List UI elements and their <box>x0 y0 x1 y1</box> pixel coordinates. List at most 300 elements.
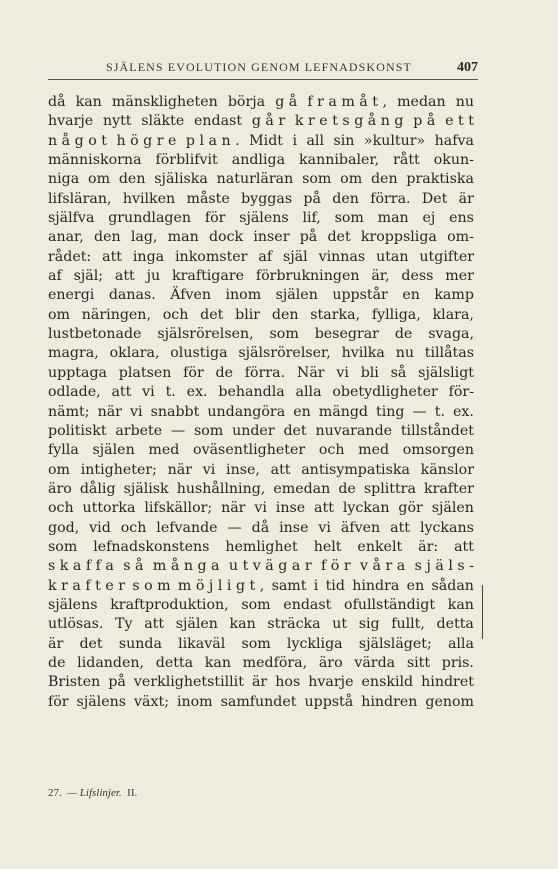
word: och <box>48 500 74 517</box>
word: är <box>251 674 268 691</box>
text-line <box>48 519 474 538</box>
body-text <box>48 93 474 712</box>
word: detta <box>436 616 474 633</box>
word: kan <box>229 616 256 633</box>
word: blir <box>235 306 261 323</box>
word: besegrar <box>314 326 379 343</box>
word: lifsläran, <box>48 190 112 207</box>
word: som <box>48 538 78 555</box>
word: vid <box>89 519 111 536</box>
word: kan <box>204 654 231 671</box>
word: själisk <box>123 480 169 497</box>
word: ej <box>422 210 436 227</box>
word: sig <box>358 616 380 633</box>
word: kan <box>75 94 102 110</box>
word: som <box>241 635 271 652</box>
word: splittra <box>363 480 416 497</box>
word: tid <box>325 577 345 594</box>
word: lyckan <box>342 500 390 517</box>
word: när <box>97 403 122 420</box>
word: k r e t s g å n g <box>294 113 404 130</box>
word: dess <box>401 268 434 285</box>
word: tillåtas <box>424 345 474 362</box>
word: Äfven <box>170 287 212 304</box>
word: själens <box>239 210 289 227</box>
word: rått <box>393 152 420 169</box>
signature-number: 27. <box>48 787 62 799</box>
word: dock <box>208 229 244 246</box>
word: inse <box>279 519 309 536</box>
word: känslor <box>420 461 474 478</box>
word: endast <box>283 596 332 613</box>
word: alla <box>295 384 322 401</box>
word: med <box>358 442 390 459</box>
word: af <box>48 268 62 285</box>
word: ofullständigt <box>344 596 436 613</box>
word: utan <box>376 248 409 265</box>
word: danas. <box>108 287 156 304</box>
running-title: SJÄLENS EVOLUTION GENOM LEFNADSKONST <box>106 60 412 74</box>
word: utgifter <box>419 248 474 265</box>
word: praktiska <box>406 171 474 188</box>
word: alla <box>447 635 474 652</box>
word: Midt <box>249 132 283 149</box>
word: äro <box>48 480 72 497</box>
word: själ; <box>73 268 104 285</box>
text-line <box>48 248 474 267</box>
word: själens <box>48 596 98 613</box>
text-line <box>48 441 474 460</box>
word: tillståndet <box>400 422 474 439</box>
word: den <box>94 229 121 246</box>
word: inkomster <box>175 248 248 265</box>
word: under <box>232 422 275 439</box>
word: vi <box>142 384 155 401</box>
word: intigheter; <box>80 461 157 478</box>
word: grundlagen <box>108 210 192 227</box>
word: människorna <box>48 152 142 169</box>
word: f r a m å t , <box>307 94 388 110</box>
word: byggas <box>241 190 293 207</box>
word: att <box>270 461 291 478</box>
word: att <box>390 519 410 536</box>
text-line <box>48 364 474 383</box>
text-line <box>48 403 474 422</box>
word: m ö j l i g t , <box>177 577 265 594</box>
word: När <box>296 364 325 381</box>
word: uppstår <box>332 287 388 304</box>
word: kannibaler, <box>299 152 380 169</box>
word: p l a n . <box>185 132 240 149</box>
word: snabbt <box>150 403 200 420</box>
word: upptaga <box>48 364 108 381</box>
word: att <box>314 500 334 517</box>
word: klara, <box>432 306 474 323</box>
word: den <box>370 171 398 188</box>
word: s o m <box>132 577 171 594</box>
word: de <box>338 480 356 497</box>
word: vi <box>202 461 216 478</box>
word: om <box>48 306 70 323</box>
word: oklara, <box>109 345 160 362</box>
word: nu <box>455 94 474 110</box>
word: utlösas. <box>48 616 104 633</box>
page-number: 407 <box>457 60 478 75</box>
word: de <box>394 326 413 343</box>
word: är <box>458 190 474 207</box>
word: på <box>108 674 126 691</box>
text-line <box>48 151 474 170</box>
word: själfva <box>48 210 95 227</box>
word: släkte <box>141 113 185 130</box>
signature-volume: II. <box>127 787 138 799</box>
word: vi <box>129 403 143 420</box>
word: när <box>167 461 193 478</box>
word: ju <box>146 268 161 285</box>
word: nuvarande <box>315 422 393 439</box>
text-line <box>48 577 474 596</box>
word: som <box>302 171 332 188</box>
text-line <box>48 615 474 634</box>
text-line <box>48 557 474 576</box>
word: äro <box>318 654 343 671</box>
word: ex. <box>186 384 208 401</box>
word: mänskligheten <box>111 94 218 110</box>
word: inga <box>132 248 165 265</box>
word: andliga <box>231 152 286 169</box>
word: den <box>271 306 299 323</box>
word: och <box>162 306 189 323</box>
word: likaväl <box>178 635 226 652</box>
header-rule <box>48 79 478 80</box>
word: lidanden, <box>77 654 145 671</box>
text-line <box>48 673 474 692</box>
word: oväsentligheter <box>193 442 306 459</box>
word: när <box>221 500 246 517</box>
word: i <box>292 132 297 149</box>
word: medan <box>397 94 446 110</box>
word: man <box>377 210 409 227</box>
word: kamp <box>434 287 474 304</box>
word: n å g o t <box>48 132 107 149</box>
word: Ty <box>115 616 133 633</box>
word: uttorka <box>82 500 136 517</box>
word: nytt <box>102 113 132 130</box>
word: som <box>241 596 271 613</box>
word: anar, <box>48 229 84 246</box>
word: nämt; <box>48 403 90 420</box>
word: det <box>283 422 307 439</box>
word: nu <box>395 345 414 362</box>
word: de <box>48 654 66 671</box>
word: okun- <box>433 152 474 169</box>
word: kraftigare <box>171 268 245 285</box>
text-line <box>48 635 474 654</box>
word: det <box>200 306 224 323</box>
word: en <box>293 403 311 420</box>
word: endast <box>194 113 243 130</box>
word: lefvande <box>156 519 218 536</box>
text-line <box>48 170 474 189</box>
word: sunda <box>118 635 162 652</box>
word: är, <box>371 268 390 285</box>
word: helt <box>313 538 342 555</box>
word: emedan <box>273 480 331 497</box>
word: mängd <box>318 403 369 420</box>
word: själsligt <box>418 364 474 381</box>
word: »kultur» <box>363 132 426 149</box>
word: lyckliga <box>286 635 343 652</box>
word: niga <box>48 171 80 188</box>
word: kan <box>447 596 474 613</box>
word: måste <box>186 190 230 207</box>
word: själsrörelsen, <box>157 326 254 343</box>
word: själsrörelser, <box>238 345 331 362</box>
word: t. <box>434 403 445 420</box>
word: som <box>334 210 364 227</box>
word: själen <box>275 287 318 304</box>
word: vinnas <box>318 248 366 265</box>
word: lif, <box>302 210 321 227</box>
word: det <box>327 229 351 246</box>
word: magra, <box>48 345 99 362</box>
word: för <box>48 693 69 710</box>
word: v å r a <box>360 558 406 575</box>
text-line <box>48 112 474 131</box>
word: inom <box>225 287 262 304</box>
word: att <box>144 616 165 633</box>
word: fullt, <box>391 616 425 633</box>
word: förblifvit <box>155 152 218 169</box>
word: hindra <box>352 577 400 594</box>
word: hindren <box>361 693 418 710</box>
text-line <box>48 93 474 112</box>
word: dålig <box>79 480 116 497</box>
word: genom <box>425 693 474 710</box>
word: och <box>120 519 147 536</box>
word: detta <box>155 654 194 671</box>
word: antisympatiska <box>301 461 410 478</box>
word: e t t <box>445 113 474 130</box>
word: Bristen <box>48 674 101 691</box>
word: själsläget; <box>358 635 432 652</box>
word: samt <box>271 577 307 594</box>
word: inse <box>275 500 306 517</box>
word: p å <box>413 113 436 130</box>
word: är: <box>418 538 439 555</box>
word: pris. <box>441 654 474 671</box>
word: för <box>183 364 204 381</box>
word: vi <box>318 519 331 536</box>
word: behandla <box>218 384 285 401</box>
word: fylliga, <box>371 306 421 323</box>
word: på <box>299 229 318 246</box>
text-line <box>48 325 474 344</box>
word: om <box>340 171 363 188</box>
text-line <box>48 383 474 402</box>
word: själ <box>282 248 308 265</box>
text-line <box>48 132 474 151</box>
word: det <box>79 635 103 652</box>
word: ens <box>449 210 474 227</box>
word: hemlighet <box>225 538 298 555</box>
word: odlade, <box>48 384 101 401</box>
word: arbete <box>115 422 163 439</box>
text-line <box>48 596 474 615</box>
word: då <box>48 94 66 110</box>
signature-title: — Lifslinjer. <box>67 787 122 799</box>
word: — <box>170 422 186 439</box>
word: s j ä l s - <box>414 558 474 575</box>
word: hafva <box>434 132 474 149</box>
word: för- <box>448 384 474 401</box>
word: hvilken <box>122 190 176 207</box>
word: själiska <box>154 171 208 188</box>
text-line <box>48 344 474 363</box>
word: på <box>303 190 321 207</box>
word: ting <box>376 403 405 420</box>
word: själen <box>431 500 474 517</box>
word: inse, <box>226 461 260 478</box>
word: då <box>251 519 270 536</box>
word: — <box>227 519 242 536</box>
word: sitt <box>406 654 431 671</box>
word: för <box>204 210 226 227</box>
word: förbrukningen <box>255 268 360 285</box>
word: att <box>454 538 474 555</box>
word: hushållning, <box>176 480 266 497</box>
word: växt; <box>134 693 169 710</box>
word: lifskällor; <box>144 500 213 517</box>
word: enkelt <box>357 538 403 555</box>
word: hvarje <box>48 113 94 130</box>
text-line <box>48 286 474 305</box>
word: krafter <box>423 480 474 497</box>
word: rådet: <box>48 248 92 265</box>
word: den <box>118 171 146 188</box>
text-line <box>48 654 474 673</box>
word: själen <box>92 442 135 459</box>
word: starka, <box>310 306 361 323</box>
text-line <box>48 267 474 286</box>
word: lustbetonade <box>48 326 142 343</box>
text-line <box>48 228 474 247</box>
word: platsen <box>118 364 172 381</box>
word: undangöra <box>207 403 286 420</box>
word: förra. <box>370 190 411 207</box>
word: att <box>111 384 132 401</box>
word: man <box>167 229 199 246</box>
word: politiskt <box>48 422 107 439</box>
word: k r a f t e r <box>48 577 126 594</box>
word: samfundet <box>220 693 297 710</box>
word: själens <box>76 693 127 710</box>
word: om <box>88 171 111 188</box>
word: f ö r <box>321 558 351 575</box>
word: enskild <box>361 674 414 691</box>
word: naturläran <box>216 171 294 188</box>
word: lefnadskonstens <box>93 538 210 555</box>
word: olustiga <box>170 345 228 362</box>
word: så <box>390 364 407 381</box>
text-line <box>48 461 474 480</box>
word: lag, <box>130 229 158 246</box>
word: obetydligheter <box>332 384 438 401</box>
word: energi <box>48 287 95 304</box>
word: gör <box>398 500 423 517</box>
word: fylla <box>48 442 79 459</box>
word: g å r <box>251 113 286 130</box>
word: om- <box>447 229 474 246</box>
word: näringen, <box>81 306 151 323</box>
word: hvilka <box>341 345 385 362</box>
word: att <box>114 268 135 285</box>
word: i <box>313 577 319 594</box>
word: bli <box>360 364 379 381</box>
word: en <box>406 577 425 594</box>
word: sin <box>333 132 355 149</box>
word: en <box>402 287 420 304</box>
text-line <box>48 422 474 441</box>
word: sådan <box>431 577 474 594</box>
word: verklighetstillit <box>133 674 244 691</box>
text-line <box>48 538 474 557</box>
word: medföra, <box>242 654 308 671</box>
word: börja <box>227 94 266 110</box>
margin-mark <box>482 585 483 639</box>
word: — <box>412 403 427 420</box>
text-line <box>48 190 474 209</box>
word: äfven <box>340 519 381 536</box>
word: förra. <box>244 364 286 381</box>
word: h ö g r e <box>116 132 177 149</box>
running-head <box>48 60 478 76</box>
word: all <box>306 132 325 149</box>
word: omsorgen <box>402 442 474 459</box>
word: själen <box>175 616 218 633</box>
word: den <box>332 190 359 207</box>
word: kraftproduktion, <box>110 596 229 613</box>
printer-signature <box>48 787 137 799</box>
word: s k a f f a <box>48 558 114 575</box>
word: svaga, <box>428 326 474 343</box>
word: af <box>258 248 273 265</box>
word: g å <box>275 94 298 110</box>
word: hvarje <box>308 674 354 691</box>
word: vi <box>254 500 267 517</box>
word: hos <box>275 674 301 691</box>
word: med <box>148 442 180 459</box>
text-line <box>48 693 474 712</box>
word: lyckans <box>419 519 474 536</box>
word: kroppsliga <box>360 229 437 246</box>
word: u t v ä g a r <box>228 558 312 575</box>
word: ut <box>332 616 348 633</box>
word: att <box>102 248 122 265</box>
text-line <box>48 209 474 228</box>
word: de <box>215 364 234 381</box>
word: hindret <box>421 674 474 691</box>
word: t. <box>165 384 176 401</box>
word: mer <box>445 268 474 285</box>
text-line <box>48 499 474 518</box>
word: uppstå <box>304 693 354 710</box>
word: värda <box>354 654 396 671</box>
text-line <box>48 480 474 499</box>
word: s å <box>123 558 144 575</box>
word: inser <box>253 229 290 246</box>
word: sträcka <box>267 616 321 633</box>
